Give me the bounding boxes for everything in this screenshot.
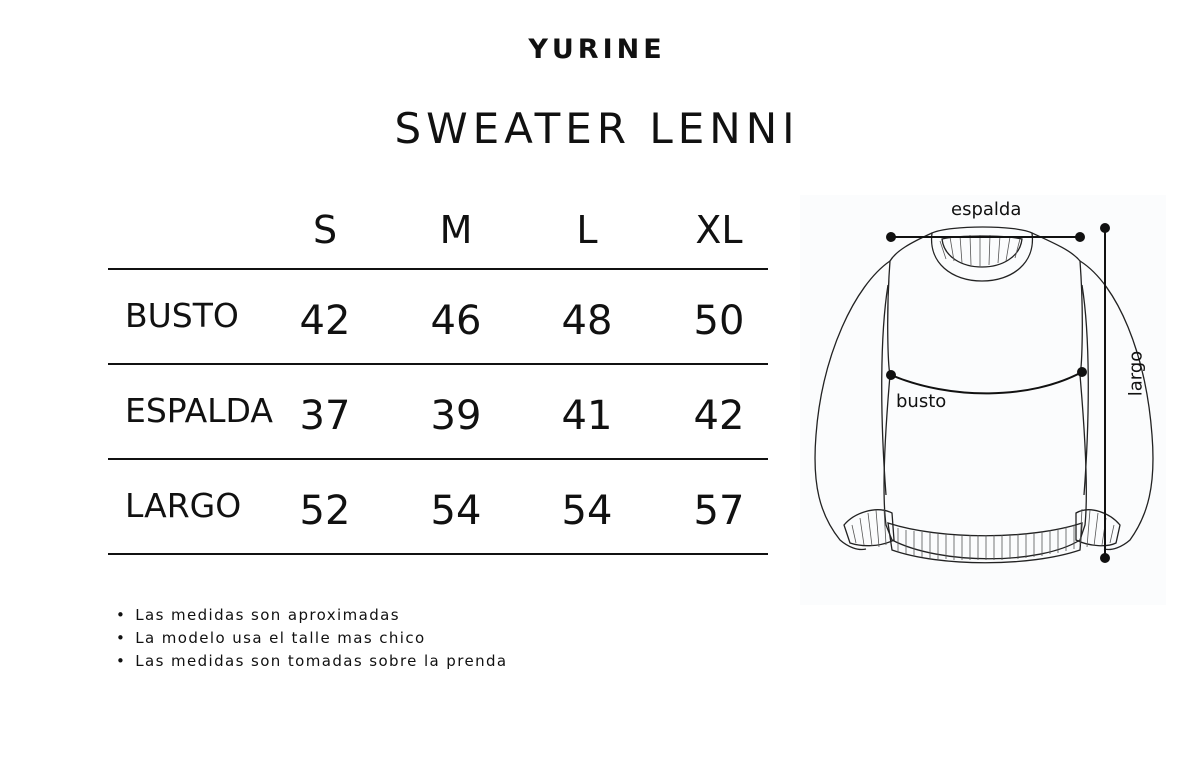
table-cell: 50 bbox=[693, 298, 745, 344]
row-label-espalda: ESPALDA bbox=[125, 391, 273, 430]
table-cell: 37 bbox=[299, 393, 351, 439]
table-cell: 46 bbox=[430, 298, 482, 344]
list-item: • Las medidas son aproximadas bbox=[116, 604, 508, 627]
table-cell: 52 bbox=[299, 488, 351, 534]
table-row-busto bbox=[108, 270, 768, 365]
table-header-row bbox=[108, 190, 768, 270]
largo-label: largo bbox=[1125, 350, 1147, 397]
table-cell: 57 bbox=[693, 488, 745, 534]
brand-logo: YURINE bbox=[528, 34, 666, 65]
table-cell: 42 bbox=[299, 298, 351, 344]
table-cell: 41 bbox=[561, 393, 613, 439]
busto-label: busto bbox=[896, 391, 947, 412]
size-header-m: M bbox=[439, 208, 473, 252]
sweater-diagram bbox=[800, 195, 1166, 605]
table-cell: 39 bbox=[430, 393, 482, 439]
size-header-l: L bbox=[576, 208, 598, 252]
table-row-largo bbox=[108, 460, 768, 555]
size-table bbox=[108, 190, 768, 555]
list-item: • La modelo usa el talle mas chico bbox=[116, 627, 508, 650]
notes-list bbox=[116, 604, 508, 673]
table-cell: 42 bbox=[693, 393, 745, 439]
row-label-largo: LARGO bbox=[125, 486, 242, 525]
table-cell: 54 bbox=[561, 488, 613, 534]
table-row-espalda bbox=[108, 365, 768, 460]
espalda-label: espalda bbox=[951, 199, 1022, 220]
table-cell: 48 bbox=[561, 298, 613, 344]
size-header-s: S bbox=[312, 208, 338, 252]
page-title: SWEATER LENNI bbox=[394, 104, 800, 153]
list-item: • Las medidas son tomadas sobre la prenda bbox=[116, 650, 508, 673]
size-header-xl: XL bbox=[695, 208, 743, 252]
table-cell: 54 bbox=[430, 488, 482, 534]
sweater-measurement-icon bbox=[800, 195, 1166, 605]
row-label-busto: BUSTO bbox=[125, 296, 239, 335]
